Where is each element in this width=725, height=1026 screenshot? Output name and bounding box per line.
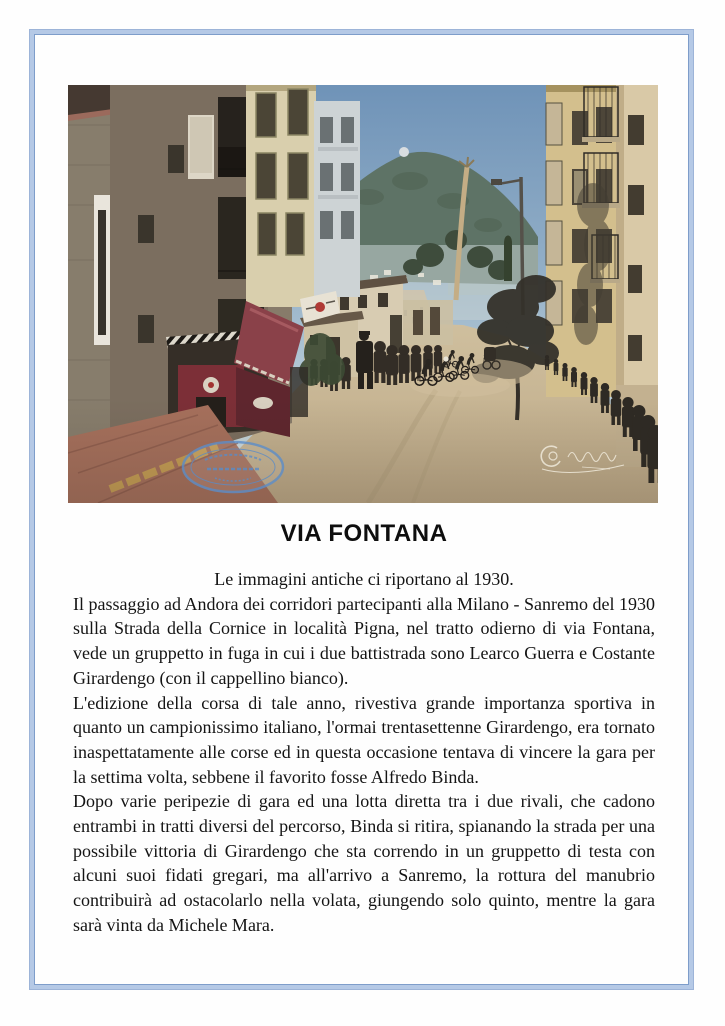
paragraph-2: L'edizione della corsa di tale anno, rivestiva grande importanza sportiva in quanto un campionissimo italiano, l'ormai trentasettenne Girardengo, era tornato inaspettatamente alle corse ed in questa occasione tentava di vincere la gara per la settima volta, sebbene il favorito fosse Alfredo Binda. xyxy=(73,692,655,787)
via-fontana-photo xyxy=(68,85,658,503)
article-body xyxy=(73,567,655,938)
intro-line: Le immagini antiche ci riportano al 1930. xyxy=(214,569,514,589)
vignette xyxy=(68,85,658,503)
page-title: VIA FONTANA xyxy=(280,520,448,547)
street-photo-illustration xyxy=(68,85,658,503)
oval-club-stamp-watermark xyxy=(183,442,283,492)
paragraph-3: Dopo varie peripezie di gara ed una lotta diretta tra i due rivali, che cadono entrambi in tratti diversi del percorso, Binda si ritira, spianando la strada per una possibile vittoria di Girardengo che sta correndo in un gruppetto di testa con alcuni suoi fidati gregari, ma all'arrivo a Sanremo, la rottura del manubrio contribuirà ad ostacolarlo nella volata, giungendo solo quinto, mentre la gara sarà vinta da Michele Mara. xyxy=(73,791,655,935)
paragraph-1: Il passaggio ad Andora dei corridori partecipanti alla Milano - Sanremo del 1930 sulla Strada della Cornice in località Pigna, nel tratto odierno di via Fontana, vede un gruppetto in fuga in cui i due battistrada sono Learco Guerra e Costante Girardengo (con il cappellino bianco). xyxy=(73,593,655,688)
